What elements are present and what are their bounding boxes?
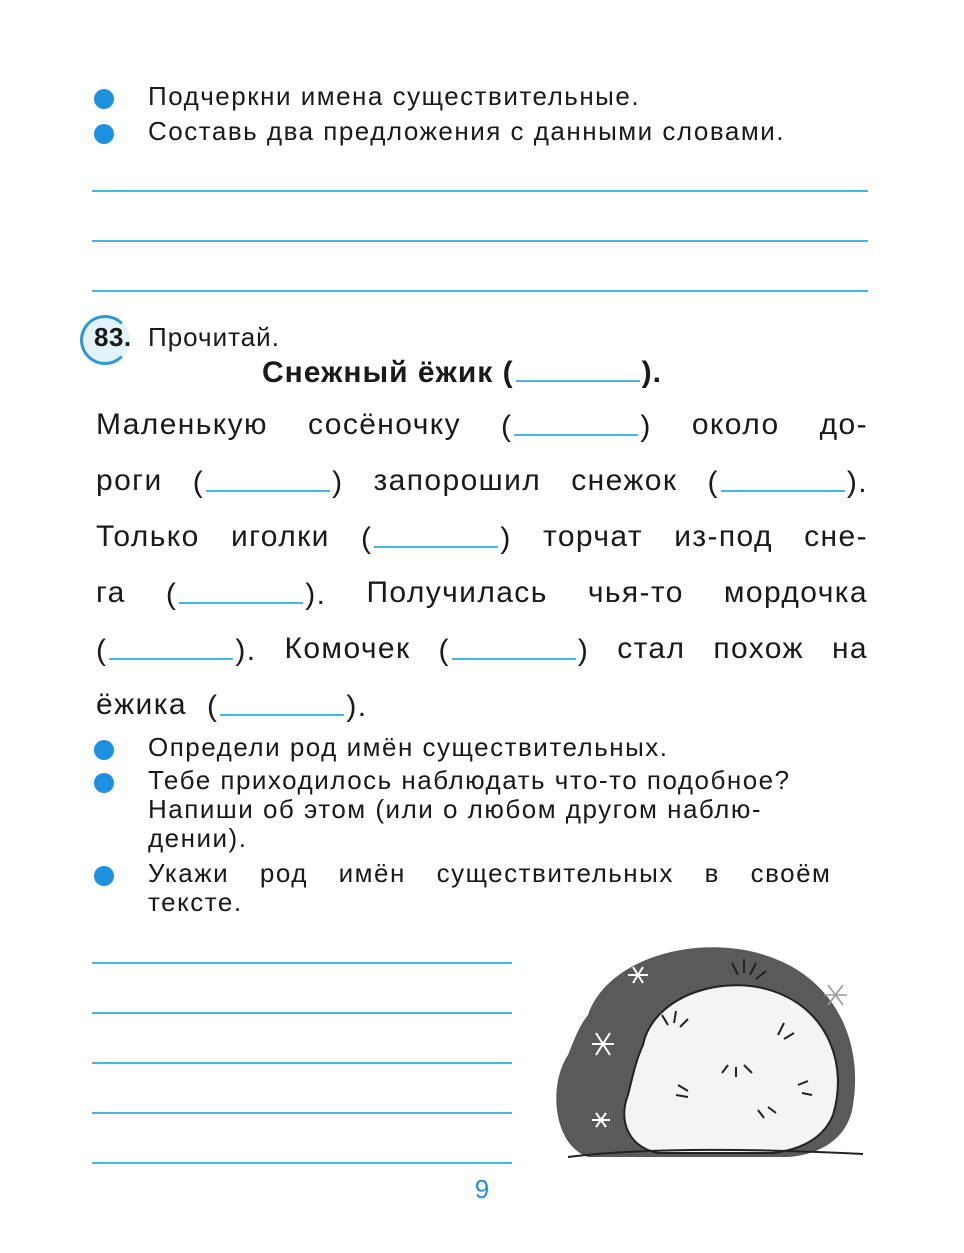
paren: ( [501, 410, 513, 443]
word: иголки [230, 520, 330, 553]
paren: ) [640, 410, 652, 443]
word: чья-то [587, 576, 684, 609]
instruction-text: Укажи род имён существительных в своём [148, 858, 832, 888]
word: торчат [543, 520, 643, 553]
story-line [96, 576, 868, 612]
word: запорошил [373, 464, 542, 497]
blank-group [501, 408, 652, 444]
answer-blank[interactable] [514, 408, 638, 436]
instruction-text: дении). [148, 823, 248, 853]
paren: ) [332, 466, 344, 499]
story-title-text: Снежный ёжик ( [262, 356, 514, 389]
paren: ( [361, 522, 373, 555]
writing-line[interactable] [92, 962, 512, 964]
writing-line[interactable] [92, 1012, 512, 1014]
word: сосёночку [308, 408, 461, 441]
instruction-line [148, 766, 868, 795]
paren: ) [577, 634, 590, 667]
word: Только [96, 520, 200, 553]
paren: ). [305, 578, 327, 611]
story-line [96, 408, 868, 444]
paren: ( [438, 634, 450, 667]
word: снежок [571, 464, 678, 497]
instruction-text: Составь два предложения с данными словами. [148, 116, 785, 146]
blank-group [96, 632, 257, 668]
word: сне- [804, 520, 868, 553]
bullet-icon [94, 740, 114, 760]
blank-group [207, 688, 368, 724]
word: Комочек [284, 632, 411, 665]
paren: ( [192, 466, 205, 499]
paren: ). [235, 634, 257, 667]
word: похож [713, 632, 804, 665]
story-line [96, 464, 868, 500]
blank-group [438, 632, 589, 668]
paren: ). [846, 466, 868, 499]
exercise-number: 83. [94, 322, 132, 352]
writing-line[interactable] [92, 190, 868, 192]
word: Получилась [366, 576, 548, 609]
answer-blank[interactable] [206, 464, 330, 492]
writing-line[interactable] [92, 240, 868, 242]
answer-blank[interactable] [721, 464, 845, 492]
bullet-icon [94, 773, 114, 793]
story-line [96, 632, 868, 668]
answer-blank[interactable] [179, 576, 303, 604]
answer-blank[interactable] [220, 688, 344, 716]
bullet-icon [94, 89, 114, 109]
blank-group [707, 464, 868, 500]
instruction-text: Напиши об этом (или о любом другом наблю- [148, 794, 762, 824]
word: до- [819, 408, 868, 441]
instruction-text: Подчеркни имена существительные. [148, 81, 641, 111]
word: роги [96, 464, 163, 497]
paren: ( [206, 690, 219, 723]
word: ёжика [96, 688, 187, 721]
writing-line[interactable] [92, 1162, 512, 1164]
answer-blank[interactable] [109, 632, 233, 660]
writing-line[interactable] [92, 290, 868, 292]
instruction-text: Тебе приходилось наблюдать что-то подобное? [148, 765, 791, 795]
blank-group [193, 464, 344, 500]
paren: ( [96, 634, 108, 667]
page-number: 9 [474, 1174, 490, 1204]
word: Маленькую [96, 408, 268, 441]
instruction-text: тексте. [148, 887, 243, 917]
word: из-под [674, 520, 773, 553]
paren: ). [346, 690, 368, 723]
writing-line[interactable] [92, 1112, 512, 1114]
instruction-text: Определи род имён существительных. [148, 732, 669, 762]
word: га [96, 576, 126, 609]
word: около [691, 408, 780, 441]
paren: ) [500, 522, 512, 555]
bullet-icon [94, 124, 114, 144]
story-title [262, 350, 662, 390]
answer-blank[interactable] [452, 632, 576, 660]
snow-hedgehog-illustration [548, 935, 868, 1165]
paren: ( [707, 466, 719, 499]
answer-blank[interactable] [374, 520, 498, 548]
word: на [831, 632, 868, 665]
bullet-icon [94, 866, 114, 886]
story-line [96, 520, 868, 556]
writing-line[interactable] [92, 1062, 512, 1064]
story-line [96, 688, 368, 724]
word: мордочка [723, 576, 868, 609]
blank-group [166, 576, 327, 612]
answer-blank[interactable] [516, 350, 640, 382]
story-title-end: ). [641, 356, 662, 389]
paren: ( [165, 578, 178, 611]
exercise-instruction: Прочитай. [148, 322, 280, 352]
blank-group [361, 520, 512, 556]
word: стал [617, 632, 686, 665]
